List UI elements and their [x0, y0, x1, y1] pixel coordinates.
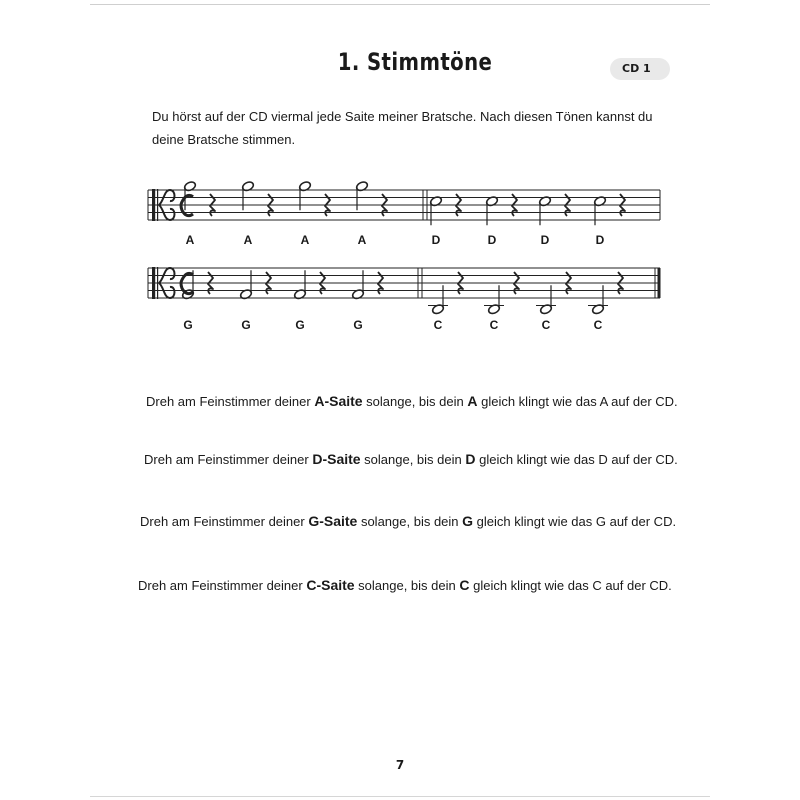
note-label: C	[541, 318, 551, 332]
instruction-prefix: Dreh am Feinstimmer deiner	[138, 578, 307, 593]
alto-clef-icon	[152, 267, 155, 299]
note-label: A	[300, 233, 310, 247]
instruction-c-string	[138, 574, 678, 597]
note-label: D	[595, 233, 605, 247]
note-label: A	[357, 233, 367, 247]
string-name: G-Saite	[308, 513, 358, 529]
instruction-prefix: Dreh am Feinstimmer deiner	[140, 514, 309, 529]
string-name: C-Saite	[306, 577, 355, 593]
alto-clef-icon	[157, 267, 158, 299]
page-title: 1. Stimmtöne	[337, 48, 493, 76]
instruction-suffix: gleich klingt wie das C auf der CD.	[469, 578, 672, 593]
note-name: C	[459, 577, 470, 593]
instruction-middle: solange, bis dein	[360, 452, 466, 467]
note-label: G	[241, 318, 251, 332]
instruction-middle: solange, bis dein	[362, 394, 468, 409]
note-label: G	[353, 318, 363, 332]
instruction-suffix: gleich klingt wie das D auf der CD.	[475, 452, 678, 467]
instruction-prefix: Dreh am Feinstimmer deiner	[144, 452, 313, 467]
alto-clef-icon	[157, 189, 158, 221]
note-label: C	[489, 318, 499, 332]
note-label: C	[433, 318, 443, 332]
cd-track-badge: CD 1	[610, 58, 670, 80]
instruction-prefix: Dreh am Feinstimmer deiner	[146, 394, 315, 409]
instruction-middle: solange, bis dein	[354, 578, 460, 593]
instruction-suffix: gleich klingt wie das G auf der CD.	[473, 514, 677, 529]
string-name: D-Saite	[312, 451, 361, 467]
note-name: A	[467, 393, 478, 409]
note-label: A	[185, 233, 195, 247]
note-label: D	[487, 233, 497, 247]
note-label: G	[183, 318, 193, 332]
note-name: G	[462, 513, 474, 529]
instruction-g-string	[140, 510, 680, 533]
note-label: G	[295, 318, 305, 332]
intro-paragraph: Du hörst auf der CD viermal jede Saite meiner Bratsche. Nach diesen Tönen kannst du deine Bratsche stimmen.	[152, 109, 653, 147]
page-number: 7	[395, 758, 405, 772]
note-label: A	[243, 233, 253, 247]
page-edge-bottom	[90, 796, 710, 797]
note-name: D	[465, 451, 476, 467]
instruction-a-string	[146, 390, 686, 413]
string-name: A-Saite	[314, 393, 363, 409]
instruction-suffix: gleich klingt wie das A auf der CD.	[477, 394, 678, 409]
note-label: D	[431, 233, 441, 247]
instruction-d-string	[144, 448, 684, 471]
instruction-middle: solange, bis dein	[357, 514, 463, 529]
note-label: D	[540, 233, 550, 247]
alto-clef-icon	[152, 189, 155, 221]
note-label: C	[593, 318, 603, 332]
